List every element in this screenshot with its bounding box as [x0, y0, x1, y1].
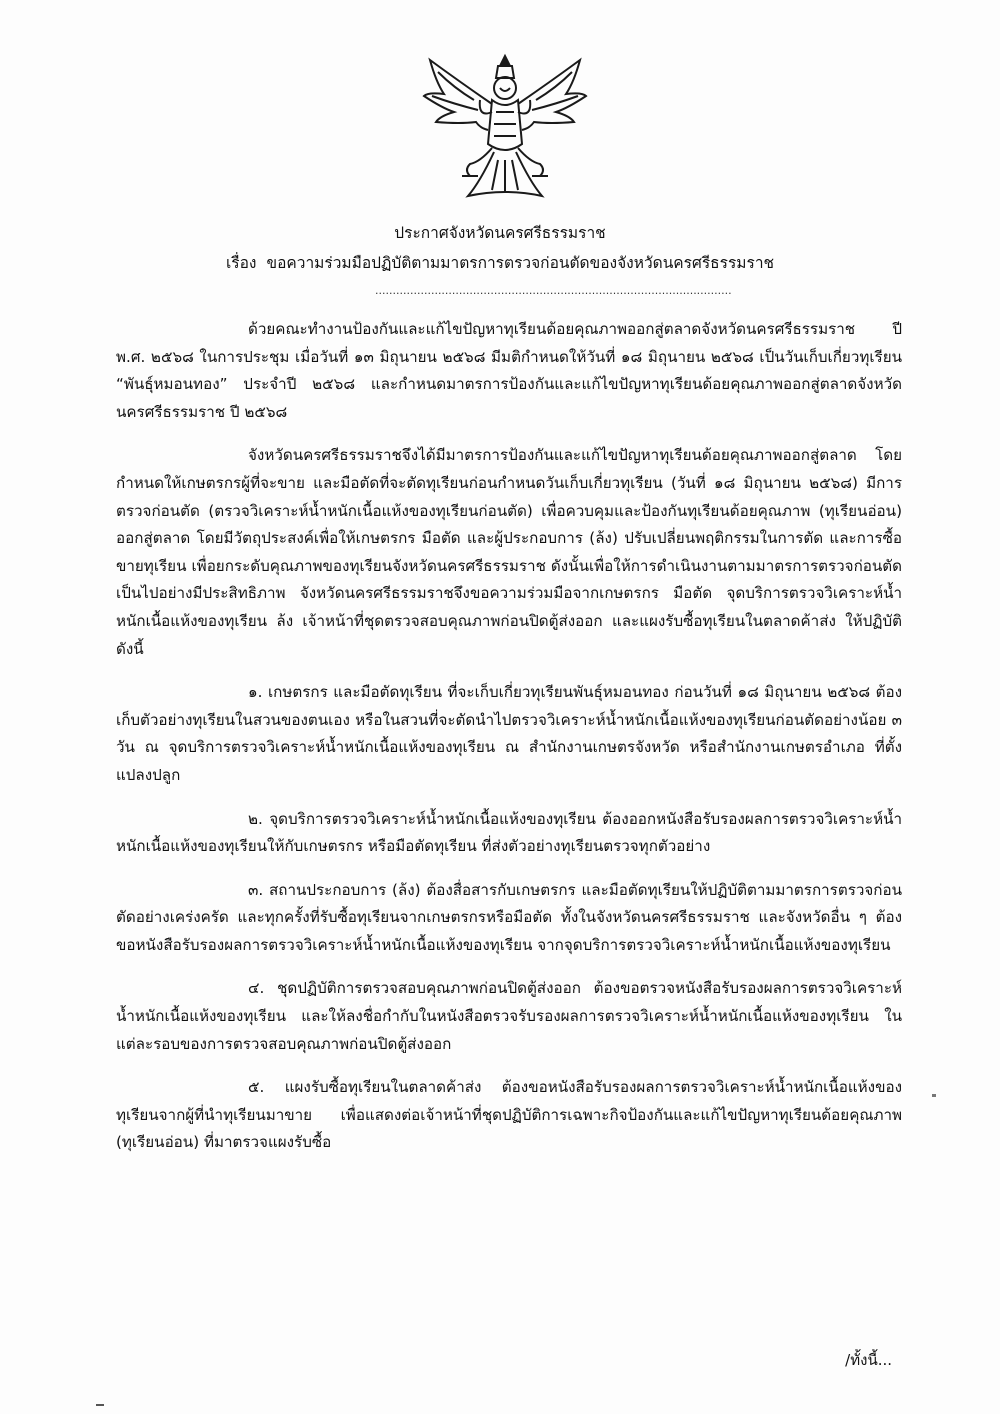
subject-text: ขอความร่วมมือปฏิบัติตามมาตรการตรวจก่อนตัดของจังหวัดนครศรีธรรมราช: [266, 254, 775, 272]
announcement-title: ประกาศจังหวัดนครศรีธรรมราช: [394, 224, 606, 242]
paragraph-measures: จังหวัดนครศรีธรรมราชจึงได้มีมาตรการป้องกันและแก้ไขปัญหาทุเรียนด้อยคุณภาพออกสู่ตลาด โดยกำหนดให้เกษตรกรผู้ที่จะขาย และมือตัดที่จะตัดทุเรียนก่อนกำหนดวันเก็บเกี่ยวทุเรียน (วันที่ ๑๘ มิถุนายน ๒๕๖๘) มีการตรวจก่อนตัด (ตรวจวิเคราะห์น้ำหนักเนื้อแห้งของทุเรียนก่อนตัด) เพื่อควบคุมและป้องกันทุเรียนด้อยคุณภาพ (ทุเรียนอ่อน) ออกสู่ตลาด โดยมีวัตถุประสงค์เพื่อให้เกษตรกร มือตัด และผู้ประกอบการ (ล้ง) ปรับเปลี่ยนพฤติกรรมในการตัด และการซื้อขายทุเรียน เพื่อยกระดับคุณภาพของทุเรียนจังหวัดนครศรีธรรมราช ดังนั้นเพื่อให้การดำเนินงานตามมาตรการตรวจก่อนตัด เป็นไปอย่างมีประสิทธิภาพ จังหวัดนครศรีธรรมราชจึงขอความร่วมมือจากเกษตรกร มือตัด จุดบริการตรวจวิเคราะห์น้ำหนักเนื้อแห้งของทุเรียน ล้ง เจ้าหน้าที่ชุดตรวจสอบคุณภาพก่อนปิดตู้ส่งออก และแผงรับซื้อทุเรียนในตลาดค้าส่ง ให้ปฏิบัติดังนี้: [116, 446, 902, 658]
paragraph-item-2: ๒. จุดบริการตรวจวิเคราะห์น้ำหนักเนื้อแห้งของทุเรียน ต้องออกหนังสือรับรองผลการตรวจวิเคราะห์น้ำหนักเนื้อแห้งของทุเรียนให้กับเกษตรกร หรือมือตัดทุเรียน ที่ส่งตัวอย่างทุเรียนตรวจทุกตัวอย่าง: [116, 809, 902, 856]
document-body: [116, 316, 902, 1173]
subject-line: [0, 248, 1000, 278]
scan-artifact: [96, 1404, 104, 1406]
document-header: [0, 218, 1000, 278]
paragraph-item-4: ๔. ชุดปฏิบัติการตรวจสอบคุณภาพก่อนปิดตู้ส่งออก ต้องขอตรวจหนังสือรับรองผลการตรวจวิเคราะห์น้ำหนักเนื้อแห้งของทุเรียน และให้ลงชื่อกำกับในหนังสือตรวจรับรองผลการตรวจวิเคราะห์น้ำหนักเนื้อแห้งของทุเรียน ในแต่ละรอบของการตรวจสอบคุณภาพก่อนปิดตู้ส่งออก: [116, 979, 902, 1053]
paragraph-item-5: ๕. แผงรับซื้อทุเรียนในตลาดค้าส่ง ต้องขอหนังสือรับรองผลการตรวจวิเคราะห์น้ำหนักเนื้อแห้งของทุเรียนจากผู้ที่นำทุเรียนมาขาย เพื่อแสดงต่อเจ้าหน้าที่ชุดปฏิบัติการเฉพาะกิจป้องกันและแก้ไขปัญหาทุเรียนด้อยคุณภาพ (ทุเรียนอ่อน) ที่มาตรวจแผงรับซื้อ: [116, 1078, 902, 1152]
scan-artifact-dot: [932, 1094, 936, 1097]
garuda-emblem-icon: [420, 52, 590, 204]
paragraph-intro: ด้วยคณะทำงานป้องกันและแก้ไขปัญหาทุเรียนด้อยคุณภาพออกสู่ตลาดจังหวัดนครศรีธรรมราช ปี พ.ศ. ๒๕๖๘ ในการประชุม เมื่อวันที่ ๑๓ มิถุนายน ๒๕๖๘ มีมติกำหนดให้วันที่ ๑๘ มิถุนายน ๒๕๖๘ เป็นวันเก็บเกี่ยวทุเรียน “พันธุ์หมอนทอง” ประจำปี ๒๕๖๘ และกำหนดมาตรการป้องกันและแก้ไขปัญหาทุเรียนด้อยคุณภาพออกสู่ตลาดจังหวัดนครศรีธรรมราช ปี ๒๕๖๘: [116, 320, 902, 421]
subject-label: เรื่อง: [225, 254, 257, 272]
separator-line: ......................................................................................................: [375, 284, 732, 297]
continuation-note: /ทั้งนี้...: [845, 1351, 892, 1369]
paragraph-item-3: ๓. สถานประกอบการ (ล้ง) ต้องสื่อสารกับเกษตรกร และมือตัดทุเรียนให้ปฏิบัติตามมาตรการตรวจก่อนตัดอย่างเคร่งครัด และทุกครั้งที่รับซื้อทุเรียนจากเกษตรกรหรือมือตัด ทั้งในจังหวัดนครศรีธรรมราช และจังหวัดอื่น ๆ ต้องขอหนังสือรับรองผลการตรวจวิเคราะห์น้ำหนักเนื้อแห้งของทุเรียน จากจุดบริการตรวจวิเคราะห์น้ำหนักเนื้อแห้งของทุเรียน: [116, 880, 902, 954]
paragraph-item-1: ๑. เกษตรกร และมือตัดทุเรียน ที่จะเก็บเกี่ยวทุเรียนพันธุ์หมอนทอง ก่อนวันที่ ๑๘ มิถุนายน ๒๕๖๘ ต้องเก็บตัวอย่างทุเรียนในสวนของตนเอง หรือในสวนที่จะตัดนำไปตรวจวิเคราะห์น้ำหนักเนื้อแห้งของทุเรียนก่อนตัดอย่างน้อย ๓ วัน ณ จุดบริการตรวจวิเคราะห์น้ำหนักเนื้อแห้งของทุเรียน ณ สำนักงานเกษตรจังหวัด หรือสำนักงานเกษตรอำเภอ ที่ตั้งแปลงปลูก: [116, 683, 902, 784]
